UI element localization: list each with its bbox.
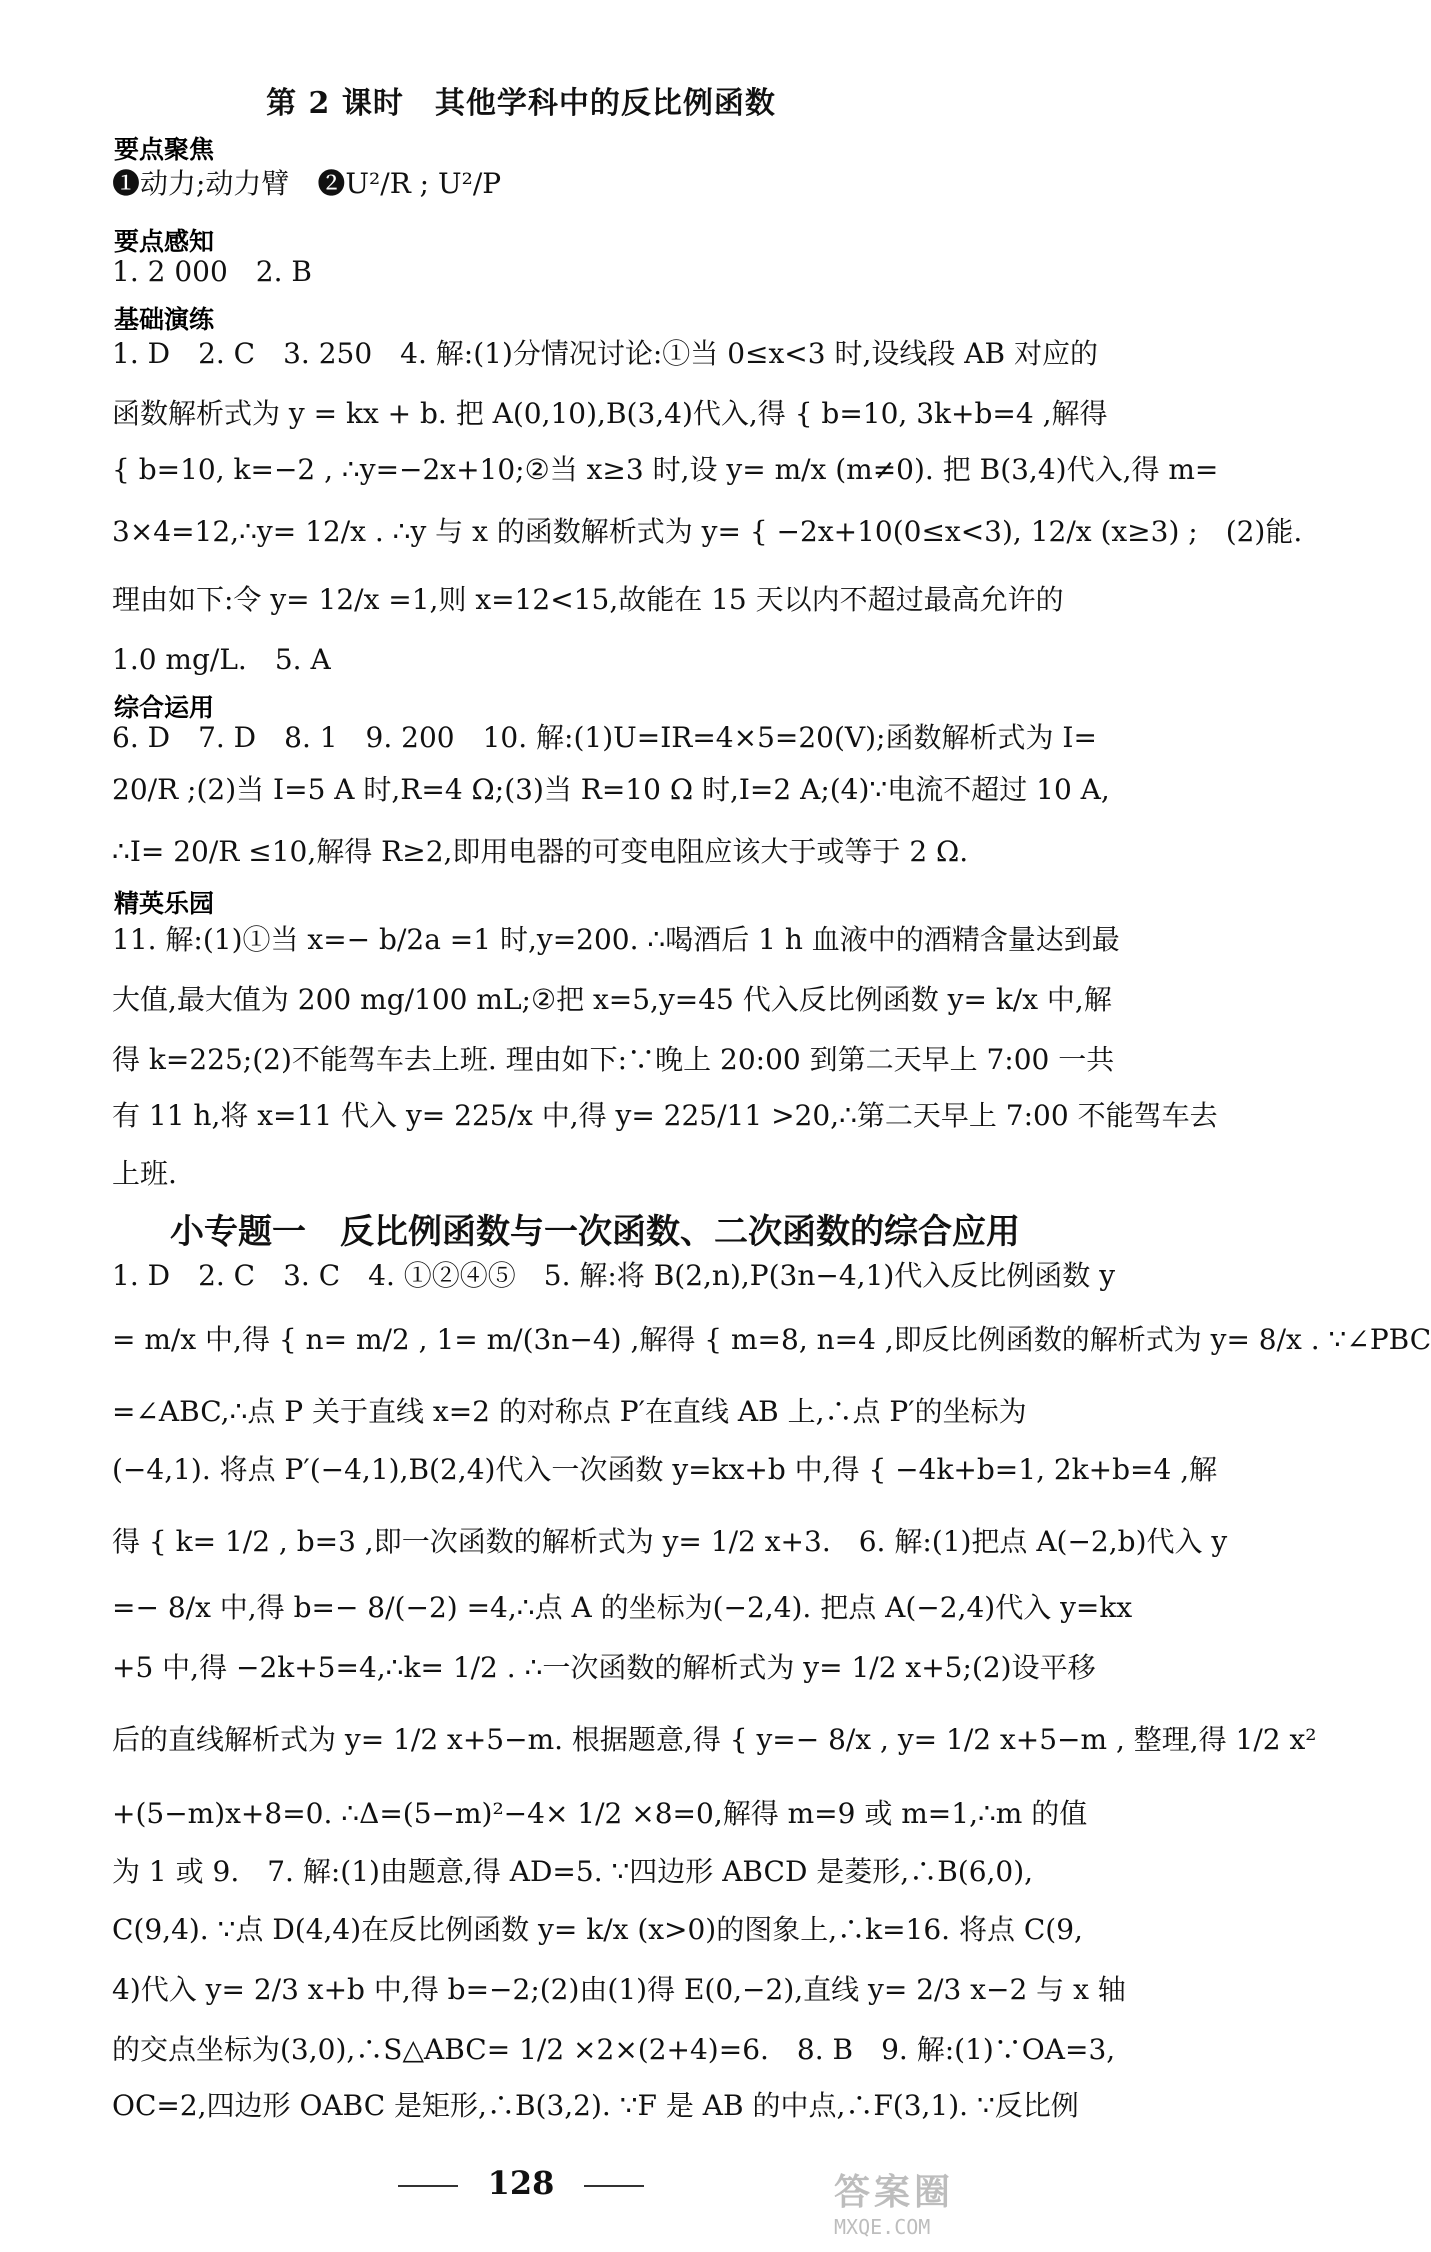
answer-line: 后的直线解析式为 y= 1/2 x+5−m. 根据题意,得 { y=− 8/x , y= 1/2 x+5−m , 整理,得 1/2 x² [112,1723,1317,1756]
divider [584,2185,644,2187]
answer-line: =∠ABC,∴点 P 关于直线 x=2 的对称点 P′在直线 AB 上,∴点 P′的坐标为 [112,1395,1027,1428]
answer-line: 1. D 2. C 3. 250 4. 解:(1)分情况讨论:①当 0≤x<3 时,设线段 AB 对应的 [112,337,1098,370]
answer-line: { b=10, k=−2 , ∴y=−2x+10;②当 x≥3 时,设 y= m/x (m≠0). 把 B(3,4)代入,得 m= [112,453,1219,486]
divider [398,2185,458,2187]
section-heading-elite: 精英乐园 [114,889,215,918]
lesson-title: 第 2 课时 其他学科中的反比例函数 [266,86,776,121]
section-heading-perception: 要点感知 [114,227,215,256]
answer-line: 理由如下:令 y= 12/x =1,则 x=12<15,故能在 15 天以内不超过最高允许的 [112,583,1064,616]
answer-line: (−4,1). 将点 P′(−4,1),B(2,4)代入一次函数 y=kx+b 中,得 { −4k+b=1, 2k+b=4 ,解 [112,1453,1218,1486]
answer-line: 1. 2 000 2. B [112,255,312,288]
page-number-value: 128 [487,2164,555,2202]
answer-line: +5 中,得 −2k+5=4,∴k= 1/2 . ∴一次函数的解析式为 y= 1/2 x+5;(2)设平移 [112,1651,1096,1684]
answer-line: 得 { k= 1/2 , b=3 ,即一次函数的解析式为 y= 1/2 x+3. 6. 解:(1)把点 A(−2,b)代入 y [112,1525,1228,1558]
answer-line: +(5−m)x+8=0. ∴Δ=(5−m)²−4× 1/2 ×8=0,解得 m=9 或 m=1,∴m 的值 [112,1797,1088,1830]
special-topic-heading: 小专题一 反比例函数与一次函数、二次函数的综合应用 [170,1212,1020,1252]
answer-line: = m/x 中,得 { n= m/2 , 1= m/(3n−4) ,解得 { m=8, n=4 ,即反比例函数的解析式为 y= 8/x . ∵∠PBC [112,1323,1431,1356]
answer-line: 上班. [112,1157,177,1190]
answer-line: 1.0 mg/L. 5. A [112,643,331,676]
answer-line: 有 11 h,将 x=11 代入 y= 225/x 中,得 y= 225/11 >20,∴第二天早上 7:00 不能驾车去 [112,1099,1218,1132]
watermark-url: MXQE.COM [834,2215,931,2239]
watermark-logo [834,2164,1024,2239]
section-heading-comprehensive: 综合运用 [114,693,215,722]
answer-line: 的交点坐标为(3,0),∴S△ABC= 1/2 ×2×(2+4)=6. 8. B 9. 解:(1)∵OA=3, [112,2033,1116,2066]
answer-line: ∴I= 20/R ≤10,解得 R≥2,即用电器的可变电阻应该大于或等于 2 Ω. [112,835,969,868]
answer-line: 1. D 2. C 3. C 4. ①②④⑤ 5. 解:将 B(2,n),P(3n−4,1)代入反比例函数 y [112,1259,1116,1292]
answer-line: 得 k=225;(2)不能驾车去上班. 理由如下:∵晚上 20:00 到第二天早上 7:00 一共 [112,1043,1115,1076]
answer-line: C(9,4). ∵点 D(4,4)在反比例函数 y= k/x (x>0)的图象上,∴k=16. 将点 C(9, [112,1913,1083,1946]
answer-line: 4)代入 y= 2/3 x+b 中,得 b=−2;(2)由(1)得 E(0,−2),直线 y= 2/3 x−2 与 x 轴 [112,1973,1126,2006]
section-heading-basic-practice: 基础演练 [114,305,215,334]
answer-line: 为 1 或 9. 7. 解:(1)由题意,得 AD=5. ∵四边形 ABCD 是菱形,∴B(6,0), [112,1855,1034,1888]
answer-line: OC=2,四边形 OABC 是矩形,∴B(3,2). ∵F 是 AB 的中点,∴F(3,1). ∵反比例 [112,2089,1079,2122]
answer-line: =− 8/x 中,得 b=− 8/(−2) =4,∴点 A 的坐标为(−2,4). 把点 A(−2,4)代入 y=kx [112,1591,1133,1624]
answer-line: 20/R ;(2)当 I=5 A 时,R=4 Ω;(3)当 R=10 Ω 时,I=2 A;(4)∵电流不超过 10 A, [112,773,1110,806]
answer-line: 函数解析式为 y = kx + b. 把 A(0,10),B(3,4)代入,得 { b=10, 3k+b=4 ,解得 [112,397,1108,430]
section-heading-key-points: 要点聚焦 [114,135,215,164]
answer-line: 大值,最大值为 200 mg/100 mL;②把 x=5,y=45 代入反比例函数 y= k/x 中,解 [112,983,1112,1016]
answer-line: 11. 解:(1)①当 x=− b/2a =1 时,y=200. ∴喝酒后 1 h 血液中的酒精含量达到最 [112,923,1120,956]
watermark-logo-text: 答案圈 [834,2172,955,2213]
answer-line: 3×4=12,∴y= 12/x . ∴y 与 x 的函数解析式为 y= { −2x+10(0≤x<3), 12/x (x≥3) ; (2)能. [112,515,1303,548]
answer-line: 6. D 7. D 8. 1 9. 200 10. 解:(1)U=IR=4×5=20(V);函数解析式为 I= [112,721,1097,754]
answer-line: ❶动力;动力臂 ❷U²/R ; U²/P [112,167,502,200]
